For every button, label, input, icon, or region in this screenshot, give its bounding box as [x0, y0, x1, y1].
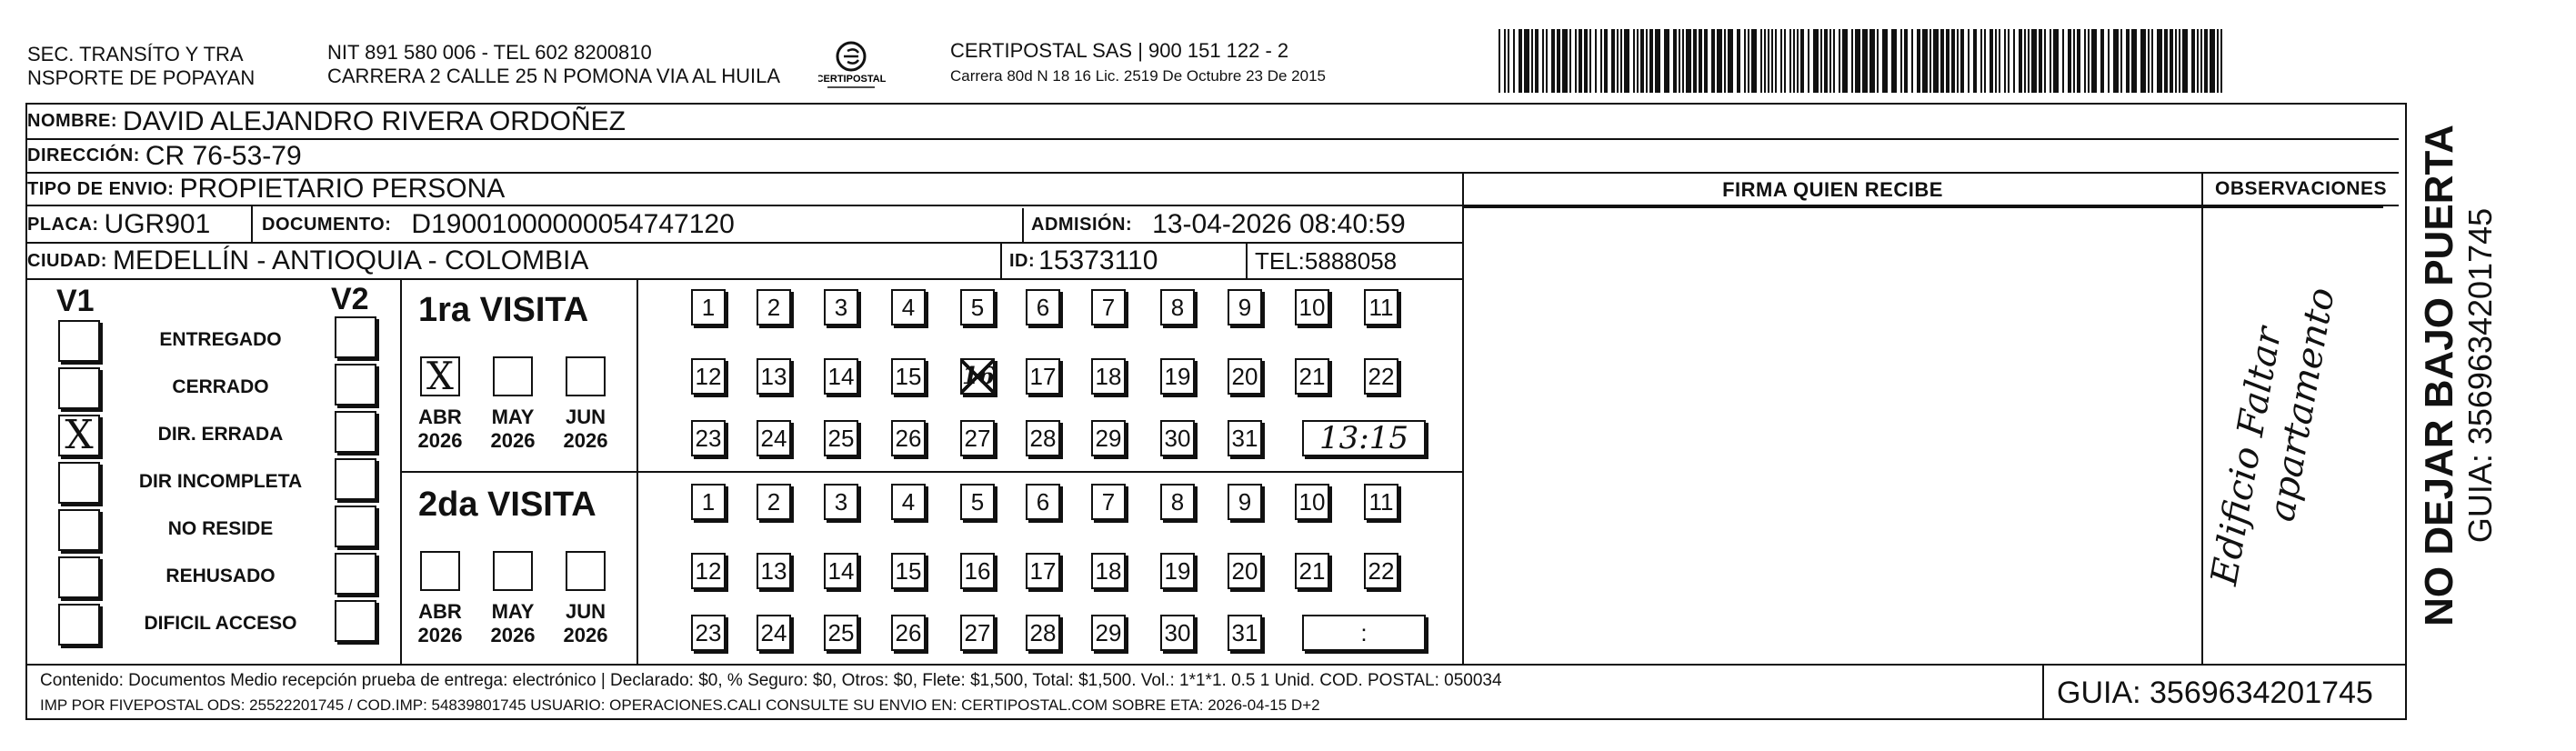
barcode-bar — [2151, 29, 2153, 93]
month-year: 2026 — [417, 429, 463, 452]
barcode-bar — [1984, 29, 1986, 93]
barcode-bar — [1842, 29, 1848, 93]
barcode-bar — [2084, 29, 2086, 93]
barcode-bar — [1768, 29, 1769, 93]
sender-contact — [327, 41, 780, 88]
admision-value: 13-04-2026 08:40:59 — [1152, 209, 1406, 239]
barcode-bar — [1789, 29, 1791, 93]
barcode-bar — [1951, 29, 1955, 93]
day-box[interactable]: 10 — [1295, 484, 1329, 520]
observation-line-1: Edificio Faltar — [2203, 324, 2290, 589]
contenido-line: Contenido: Documentos Medio recepción prueba de entrega: electrónico | Declarado: $0, % Seguro: $0, Otros: $0, Flete: $1,500, Total: $1,500. Vol.: 1*1*1. 0.5 1 Unid. COD. POSTAL: 050034 — [40, 671, 1502, 690]
visit-title: 1ra VISITA — [418, 291, 589, 329]
day-box[interactable]: 7 — [1091, 484, 1126, 520]
direccion-value: CR 76-53-79 — [145, 140, 302, 171]
barcode-bar — [2100, 29, 2104, 93]
barcode-bar — [2200, 29, 2202, 93]
barcode-bar — [2126, 29, 2130, 93]
barcode-bar — [1551, 29, 1555, 93]
barcode-bar — [1562, 29, 1568, 93]
barcode-bar — [1508, 29, 1509, 93]
v2-checkbox[interactable] — [335, 600, 376, 642]
barcode-bar — [2068, 29, 2071, 93]
barcode-bar — [1869, 29, 1875, 93]
day-box[interactable]: 27 — [960, 615, 995, 651]
barcode-bar — [1775, 29, 1777, 93]
month-label — [486, 600, 540, 647]
day-box[interactable]: 31 — [1228, 615, 1262, 651]
barcode-bar — [1922, 29, 1928, 93]
barcode-bar — [1513, 29, 1515, 93]
status-option-label: DIR. ERRADA — [157, 424, 284, 445]
v1-header: V1 — [56, 284, 95, 318]
day-box[interactable]: 16 — [960, 553, 995, 589]
barcode-bar — [1673, 29, 1677, 93]
direccion-label: DIRECCIÓN: — [27, 145, 140, 165]
status-option-label: DIFICIL ACCESO — [144, 613, 297, 634]
barcode-bar — [1973, 29, 1977, 93]
day-box[interactable]: 28 — [1026, 615, 1060, 651]
barcode-bar — [1655, 29, 1660, 93]
side-text — [2410, 103, 2519, 648]
month-name: JUN — [565, 406, 606, 428]
barcode-bar — [1535, 29, 1539, 93]
barcode-bar — [1891, 29, 1897, 93]
barcode — [1498, 29, 2226, 93]
v2-checkbox[interactable] — [335, 364, 376, 406]
sender-name — [27, 43, 255, 90]
time-box[interactable]: 13:15 — [1302, 420, 1426, 456]
barcode-bar — [1717, 29, 1722, 93]
barcode-bar — [2039, 29, 2042, 93]
day-box[interactable]: 14 — [824, 553, 858, 589]
month-year: 2026 — [563, 624, 608, 646]
barcode-bar — [1589, 29, 1591, 93]
month-year: 2026 — [417, 624, 463, 646]
status-option-label: ENTREGADO — [159, 329, 282, 350]
barcode-bar — [1600, 29, 1602, 93]
barcode-bar — [1748, 29, 1749, 93]
barcode-bar — [2077, 29, 2080, 93]
id-row — [1009, 244, 1158, 278]
barcode-bar — [1595, 29, 1597, 93]
barcode-bar — [2120, 29, 2122, 93]
placa-label: PLACA: — [27, 214, 99, 235]
day-box[interactable]: 16 — [960, 358, 995, 395]
status-option-label: CERRADO — [172, 376, 269, 397]
sender-line-1: SEC. TRANSÍTO Y TRA — [27, 43, 244, 65]
barcode-bar — [2004, 29, 2006, 93]
barcode-bar — [1904, 29, 1908, 93]
day-box[interactable]: 5 — [960, 484, 995, 520]
nombre-value: DAVID ALEJANDRO RIVERA ORDOÑEZ — [123, 105, 626, 136]
barcode-bar — [1611, 29, 1615, 93]
v2-checkbox[interactable] — [335, 411, 376, 453]
barcode-bar — [1995, 29, 1997, 93]
day-box[interactable]: 6 — [1026, 289, 1060, 325]
day-box[interactable]: 4 — [891, 289, 926, 325]
month-label — [486, 406, 540, 453]
barcode-bar — [1933, 29, 1939, 93]
month-name: MAY — [491, 600, 535, 623]
v2-checkbox[interactable] — [335, 506, 376, 547]
month-label — [558, 406, 613, 453]
barcode-bar — [1620, 29, 1622, 93]
month-checkbox[interactable]: X — [420, 356, 460, 396]
address-line: CARRERA 2 CALLE 25 N POMONA VIA AL HUILA — [327, 65, 781, 87]
barcode-bar — [1640, 29, 1644, 93]
barcode-bar — [1637, 29, 1639, 93]
day-box[interactable]: 8 — [1160, 289, 1195, 325]
nit-line: NIT 891 580 006 - TEL 602 8200810 — [327, 41, 652, 64]
visit-title: 2da VISITA — [418, 486, 596, 524]
status-option-label: NO RESIDE — [167, 518, 274, 539]
v1-checkbox[interactable] — [58, 509, 100, 551]
day-box[interactable]: 23 — [691, 615, 726, 651]
day-box[interactable]: 6 — [1026, 484, 1060, 520]
v1-checkbox[interactable]: X — [58, 415, 100, 456]
day-box[interactable]: 18 — [1091, 358, 1126, 395]
barcode-bar — [1824, 29, 1828, 93]
barcode-bar — [1686, 29, 1691, 93]
month-checkbox[interactable] — [420, 551, 460, 591]
barcode-bar — [2088, 29, 2090, 93]
admision-label: ADMISIÓN: — [1031, 214, 1133, 235]
sender-line-2: NSPORTE DE POPAYAN — [27, 66, 256, 89]
ciudad-row — [27, 244, 588, 278]
barcode-bar — [1542, 29, 1544, 93]
barcode-bar — [1557, 29, 1560, 93]
placa-value: UGR901 — [104, 209, 211, 239]
barcode-bar — [1704, 29, 1708, 93]
barcode-bar — [2091, 29, 2097, 93]
day-box[interactable]: 18 — [1091, 553, 1126, 589]
barcode-bar — [1960, 29, 1964, 93]
barcode-bar — [2008, 29, 2010, 93]
month-checkbox[interactable] — [566, 551, 606, 591]
barcode-bar — [2204, 29, 2208, 93]
barcode-bar — [1813, 29, 1819, 93]
tipo-value: PROPIETARIO PERSONA — [179, 174, 506, 204]
documento-label: DOCUMENTO: — [262, 214, 392, 235]
day-box[interactable]: 17 — [1026, 358, 1060, 395]
day-box[interactable]: 11 — [1364, 484, 1398, 520]
barcode-bar — [2197, 29, 2199, 93]
barcode-bar — [1764, 29, 1766, 93]
barcode-bar — [1833, 29, 1835, 93]
barcode-bar — [2113, 29, 2119, 93]
barcode-bar — [1737, 29, 1740, 93]
barcode-bar — [2050, 29, 2051, 93]
observaciones-header: OBSERVACIONES — [2215, 178, 2387, 199]
barcode-bar — [1911, 29, 1913, 93]
barcode-bar — [2108, 29, 2110, 93]
day-box[interactable]: 7 — [1091, 289, 1126, 325]
day-box[interactable]: 9 — [1228, 289, 1262, 325]
side-guia: GUIA: 3569634201745 — [2461, 207, 2499, 544]
v2-checkbox[interactable] — [335, 553, 376, 595]
day-box[interactable]: 5 — [960, 289, 995, 325]
barcode-bar — [1968, 29, 1970, 93]
barcode-bar — [1999, 29, 2000, 93]
status-option-label: DIR INCOMPLETA — [138, 471, 303, 492]
documento-value: D19001000000054747120 — [411, 209, 735, 239]
barcode-bar — [1808, 29, 1809, 93]
barcode-bar — [1524, 29, 1529, 93]
day-box[interactable]: 20 — [1228, 358, 1262, 395]
day-box[interactable]: 2 — [757, 289, 791, 325]
barcode-bar — [1797, 29, 1799, 93]
month-label — [413, 600, 467, 647]
barcode-bar — [1504, 29, 1506, 93]
barcode-bar — [1760, 29, 1762, 93]
barcode-bar — [1980, 29, 1982, 93]
day-box[interactable]: 19 — [1160, 358, 1195, 395]
firma-header: FIRMA QUIEN RECIBE — [1722, 178, 1943, 201]
day-box[interactable]: 30 — [1160, 615, 1195, 651]
month-label — [413, 406, 467, 453]
barcode-bar — [2210, 29, 2215, 93]
day-box[interactable]: 9 — [1228, 484, 1262, 520]
barcode-bar — [1929, 29, 1931, 93]
v1-checkbox[interactable] — [58, 367, 100, 409]
barcode-bar — [1771, 29, 1773, 93]
barcode-bar — [1624, 29, 1629, 93]
barcode-bar — [2220, 29, 2222, 93]
day-box[interactable]: 24 — [757, 615, 791, 651]
day-box[interactable]: 25 — [824, 615, 858, 651]
direccion-row — [27, 140, 302, 172]
id-label: ID: — [1009, 250, 1036, 271]
barcode-bar — [2019, 29, 2022, 93]
barcode-bar — [1900, 29, 1902, 93]
imp-line: IMP POR FIVEPOSTAL ODS: 25522201745 / COD.IMP: 54839801745 USUARIO: OPERACIONES.CALI CONSULTE SU ENVIO EN: CERTIPOSTAL.COM SOBRE ETA: 2026-04-15 D+2 — [40, 696, 1320, 714]
v1-checkbox[interactable] — [58, 556, 100, 598]
placa-row — [27, 207, 210, 242]
day-box[interactable]: 15 — [891, 358, 926, 395]
tel-value: TEL:5888058 — [1255, 246, 1398, 275]
day-box[interactable]: 12 — [691, 553, 726, 589]
barcode-bar — [1498, 29, 1500, 93]
barcode-bar — [1575, 29, 1577, 93]
tel-row — [1255, 244, 1397, 278]
barcode-bar — [2013, 29, 2015, 93]
barcode-bar — [2140, 29, 2146, 93]
day-box[interactable]: 21 — [1295, 553, 1329, 589]
barcode-bar — [1693, 29, 1697, 93]
barcode-bar — [1604, 29, 1608, 93]
barcode-bar — [1784, 29, 1786, 93]
day-box[interactable]: 25 — [824, 420, 858, 456]
day-box[interactable]: 4 — [891, 484, 926, 520]
barcode-bar — [1793, 29, 1795, 93]
barcode-bar — [1682, 29, 1684, 93]
nombre-label: NOMBRE: — [27, 111, 118, 131]
barcode-bar — [2062, 29, 2064, 93]
signature-area[interactable] — [1466, 211, 2199, 662]
month-label — [558, 600, 613, 647]
barcode-bar — [1531, 29, 1533, 93]
month-name: ABR — [418, 406, 462, 428]
month-year: 2026 — [490, 624, 536, 646]
day-box[interactable]: 13 — [757, 358, 791, 395]
barcode-bar — [2148, 29, 2150, 93]
barcode-bar — [1579, 29, 1582, 93]
barcode-bar — [2044, 29, 2046, 93]
observation-handwriting — [2203, 218, 2343, 655]
v2-checkbox[interactable] — [335, 458, 376, 500]
barcode-bar — [1646, 29, 1648, 93]
barcode-bar — [1584, 29, 1588, 93]
v2-header: V2 — [331, 282, 369, 316]
barcode-bar — [1839, 29, 1840, 93]
v1-checkbox[interactable] — [58, 320, 100, 362]
day-box[interactable]: 12 — [691, 358, 726, 395]
month-year: 2026 — [563, 429, 608, 452]
day-box[interactable]: 15 — [891, 553, 926, 589]
barcode-bar — [2053, 29, 2059, 93]
time-box[interactable]: : — [1302, 615, 1426, 651]
day-box[interactable]: 31 — [1228, 420, 1262, 456]
no-dejar-label: NO DEJAR BAJO PUERTA — [2417, 125, 2461, 626]
company-info — [950, 39, 1326, 86]
barcode-bar — [2031, 29, 2037, 93]
day-box[interactable]: 28 — [1026, 420, 1060, 456]
certipostal-logo — [818, 36, 909, 95]
barcode-bar — [2217, 29, 2219, 93]
barcode-bar — [1882, 29, 1888, 93]
barcode-bar — [1862, 29, 1868, 93]
barcode-bar — [1851, 29, 1853, 93]
ciudad-label: CIUDAD: — [27, 250, 107, 271]
day-box[interactable]: 26 — [891, 420, 926, 456]
v2-checkbox[interactable] — [335, 316, 376, 358]
barcode-bar — [1940, 29, 1944, 93]
company-line: CERTIPOSTAL SAS | 900 151 122 - 2 — [950, 39, 1289, 62]
status-option-label: REHUSADO — [165, 566, 276, 586]
barcode-bar — [2191, 29, 2195, 93]
barcode-bar — [1917, 29, 1920, 93]
month-checkbox[interactable] — [493, 551, 533, 591]
day-box[interactable]: 10 — [1295, 289, 1329, 325]
barcode-bar — [1990, 29, 1993, 93]
day-box[interactable]: 30 — [1160, 420, 1195, 456]
barcode-bar — [1800, 29, 1804, 93]
documento-row — [262, 207, 735, 242]
day-box[interactable]: 26 — [891, 615, 926, 651]
barcode-bar — [1699, 29, 1702, 93]
admision-row — [1031, 207, 1406, 242]
logo-text: CERTIPOSTAL — [818, 74, 887, 85]
id-value: 15373110 — [1038, 245, 1158, 275]
barcode-bar — [1546, 29, 1548, 93]
nombre-row — [27, 105, 626, 138]
observation-line-2: apartamento — [2260, 284, 2343, 525]
day-box[interactable]: 20 — [1228, 553, 1262, 589]
barcode-bar — [2131, 29, 2137, 93]
barcode-bar — [1679, 29, 1680, 93]
barcode-bar — [2073, 29, 2075, 93]
barcode-bar — [1820, 29, 1822, 93]
v1-checkbox[interactable] — [58, 604, 100, 646]
barcode-bar — [2182, 29, 2188, 93]
v1-checkbox[interactable] — [58, 462, 100, 504]
tipo-row — [27, 174, 505, 205]
day-box[interactable]: 3 — [824, 484, 858, 520]
day-box[interactable]: 29 — [1091, 420, 1126, 456]
day-box[interactable]: 8 — [1160, 484, 1195, 520]
barcode-bar — [2157, 29, 2162, 93]
barcode-bar — [2170, 29, 2173, 93]
tipo-label: TIPO DE ENVIO: — [27, 178, 175, 199]
month-name: ABR — [418, 600, 462, 623]
barcode-bar — [2028, 29, 2030, 93]
month-name: JUN — [565, 600, 606, 623]
barcode-bar — [2164, 29, 2168, 93]
day-box[interactable]: 2 — [757, 484, 791, 520]
day-box[interactable]: 14 — [824, 358, 858, 395]
day-box[interactable]: 3 — [824, 289, 858, 325]
barcode-bar — [1649, 29, 1653, 93]
day-box[interactable]: 17 — [1026, 553, 1060, 589]
barcode-bar — [1633, 29, 1635, 93]
barcode-bar — [1664, 29, 1669, 93]
day-box[interactable]: 27 — [960, 420, 995, 456]
barcode-bar — [1728, 29, 1733, 93]
barcode-bar — [1751, 29, 1757, 93]
barcode-bar — [2175, 29, 2177, 93]
barcode-bar — [1780, 29, 1782, 93]
barcode-bar — [1855, 29, 1860, 93]
day-box[interactable]: 24 — [757, 420, 791, 456]
barcode-bar — [1946, 29, 1950, 93]
day-box[interactable]: 1 — [691, 289, 726, 325]
day-box[interactable]: 29 — [1091, 615, 1126, 651]
barcode-bar — [1711, 29, 1715, 93]
barcode-bar — [1569, 29, 1571, 93]
day-box[interactable]: 13 — [757, 553, 791, 589]
barcode-bar — [1744, 29, 1746, 93]
barcode-bar — [1617, 29, 1619, 93]
day-box[interactable]: 22 — [1364, 358, 1398, 395]
day-box[interactable]: 23 — [691, 420, 726, 456]
barcode-bar — [2024, 29, 2026, 93]
month-checkbox[interactable] — [493, 356, 533, 396]
day-box[interactable]: 1 — [691, 484, 726, 520]
day-box[interactable]: 19 — [1160, 553, 1195, 589]
ciudad-value: MEDELLÍN - ANTIOQUIA - COLOMBIA — [112, 245, 589, 275]
barcode-bar — [1957, 29, 1959, 93]
month-checkbox[interactable] — [566, 356, 606, 396]
day-box[interactable]: 21 — [1295, 358, 1329, 395]
barcode-bar — [1877, 29, 1879, 93]
license-line: Carrera 80d N 18 16 Lic. 2519 De Octubre 23 De 2015 — [950, 67, 1326, 85]
barcode-bar — [1519, 29, 1522, 93]
day-box[interactable]: 11 — [1364, 289, 1398, 325]
barcode-bar — [1724, 29, 1726, 93]
barcode-bar — [2179, 29, 2180, 93]
month-year: 2026 — [490, 429, 536, 452]
day-box[interactable]: 22 — [1364, 553, 1398, 589]
month-name: MAY — [491, 406, 535, 428]
barcode-bar — [1829, 29, 1831, 93]
footer-guia: GUIA: 3569634201745 — [2057, 676, 2373, 710]
